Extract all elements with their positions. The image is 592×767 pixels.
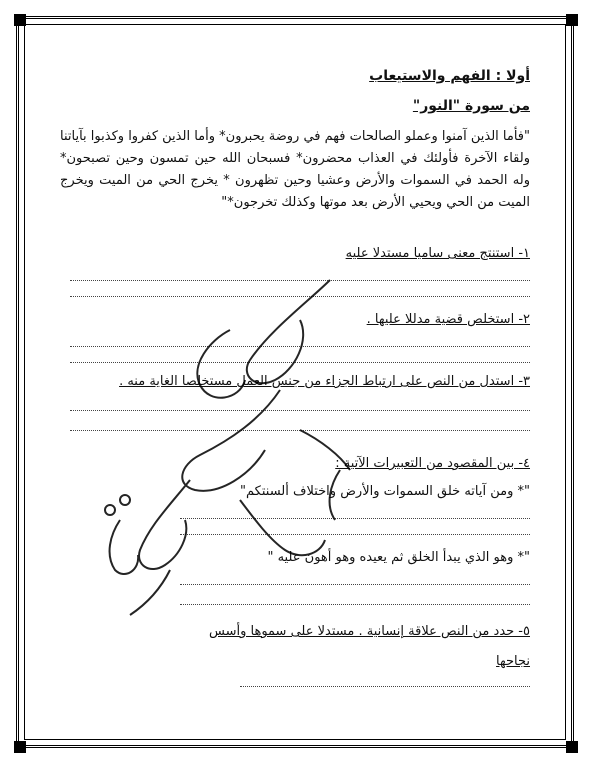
answer-line[interactable] [180,604,530,605]
answer-line[interactable] [70,410,530,411]
surah-title: من سورة "النور" [412,98,530,114]
question-4: ٤- بين المقصود من التعبيرات الآتية : [335,456,530,471]
answer-line[interactable] [180,534,530,535]
corner-ornament [14,14,26,26]
answer-line[interactable] [70,280,530,281]
question-2: ٢- استخلص قضية مدللا عليها . [366,312,530,327]
answer-line[interactable] [180,518,530,519]
question-3: ٣- استدل من النص على ارتباط الجزاء من جنس العمل مستخلصا الغاية منه . [119,374,530,389]
corner-ornament [566,741,578,753]
expression-1: "* ومن آياته خلق السموات والأرض واختلاف ألسنتكم" [240,484,530,499]
answer-line[interactable] [70,430,530,431]
answer-line[interactable] [70,296,530,297]
quran-passage: "فأما الذين آمنوا وعملو الصالحات فهم في روضة يحبرون* وأما الذين كفروا وكذبوا بآياتنا ولقاء الآخرة فأولئك في العذاب محضرون* فسبحان الله حين تمسون وحين تصبحون* وله الحمد في السموات والأرض وعشيا وحين تظهرون * يخرج الحي من الميت ويخرج الميت من الحي ويحيي الأرض بعد موتها وكذلك تخرجون*" [60,129,530,210]
question-5-continued: نجاحها [496,654,530,669]
answer-line[interactable] [70,346,530,347]
answer-line[interactable] [180,584,530,585]
expression-2: "* وهو الذي يبدأ الخلق ثم يعيده وهو أهون عليه " [267,550,530,565]
corner-ornament [14,741,26,753]
corner-ornament [566,14,578,26]
question-5: ٥- حدد من النص علاقة إنسانية . مستدلا على سموها وأسس [209,624,530,639]
section-title: أولا : الفهم والاستيعاب [369,68,530,84]
answer-line[interactable] [240,686,530,687]
question-1: ١- استنتج معنى ساميا مستدلا عليه [345,246,530,261]
answer-line[interactable] [70,362,530,363]
